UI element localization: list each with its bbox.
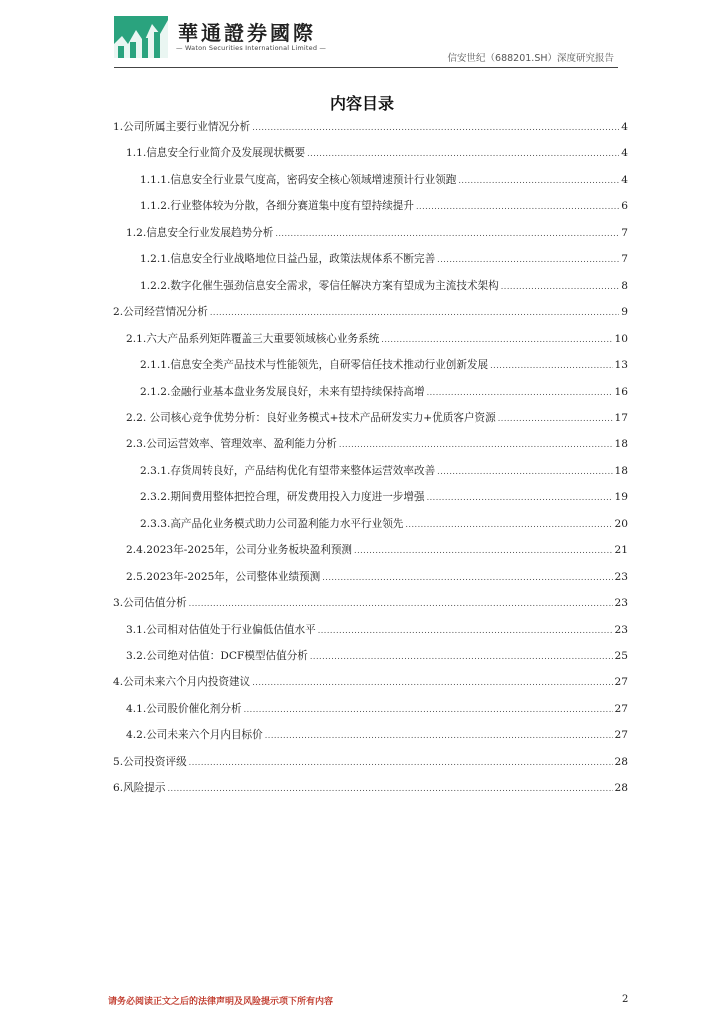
toc-entry-page: 4 (621, 121, 628, 133)
toc-entry-label: 3.2.公司绝对估值：DCF模型估值分析 (126, 650, 308, 662)
toc-entry-label: 2.2. 公司核心竞争优势分析：良好业务模式+技术产品研发实力+优质客户资源 (126, 411, 496, 424)
toc-entry-label: 1.公司所属主要行业情况分析 (113, 121, 251, 133)
toc-dot-leader (458, 176, 619, 185)
toc-entry[interactable] (126, 569, 628, 591)
toc-entry-page: 19 (614, 491, 628, 504)
toc-entry-label: 3.1.公司相对估值处于行业偏低估值水平 (126, 623, 316, 636)
toc-entry-page: 23 (614, 570, 628, 583)
toc-entry-page: 4 (621, 173, 628, 186)
toc-entry-page: 8 (621, 279, 628, 292)
toc-entry-page: 7 (621, 253, 628, 266)
toc-entry[interactable] (126, 542, 628, 564)
toc-dot-leader (381, 335, 612, 344)
toc-dot-leader (437, 467, 612, 476)
page-header (0, 0, 724, 72)
report-tag: 信安世纪（688201.SH）深度研究报告 (447, 53, 614, 64)
toc-entry-label: 4.2.公司未来六个月内目标价 (126, 729, 263, 742)
toc-dot-leader (167, 784, 612, 793)
toc-entry[interactable] (140, 251, 628, 273)
footer-disclaimer: 请务必阅读正文之后的法律声明及风险提示项下所有内容 (108, 997, 334, 1007)
toc-dot-leader (490, 361, 612, 370)
toc-dot-leader (416, 202, 619, 211)
toc-dot-leader (405, 520, 612, 529)
toc-dot-leader (265, 731, 613, 740)
toc-entry-label: 4.公司未来六个月内投资建议 (113, 676, 251, 689)
toc-entry[interactable] (126, 331, 628, 353)
toc-dot-leader (310, 652, 613, 661)
toc-dot-leader (501, 282, 620, 291)
toc-entry[interactable] (113, 119, 628, 141)
toc-entry-page: 18 (614, 438, 628, 451)
toc-entry-page: 16 (614, 385, 628, 398)
toc-entry[interactable] (113, 674, 628, 696)
toc-entry-label: 2.3.2.期间费用整体把控合理，研发费用投入力度进一步增强 (140, 491, 425, 504)
toc-entry-page: 27 (614, 729, 628, 742)
toc-entry[interactable] (126, 648, 628, 670)
toc-entry[interactable] (140, 463, 628, 485)
toc-entry[interactable] (140, 384, 628, 406)
toc-dot-leader (354, 546, 612, 555)
toc-entry-label: 1.2.2.数字化催生强劲信息安全需求，零信任解决方案有望成为主流技术架构 (140, 279, 499, 292)
toc-entry-page: 27 (614, 702, 628, 715)
toc-dot-leader (210, 308, 619, 317)
toc-entry-page: 20 (614, 517, 628, 530)
toc-entry-page: 28 (614, 782, 628, 795)
toc-entry[interactable] (126, 145, 628, 167)
toc-entry-label: 1.1.2.行业整体较为分散，各细分赛道集中度有望持续提升 (140, 200, 414, 213)
toc-entry-page: 10 (614, 332, 628, 345)
toc-entry[interactable] (126, 701, 628, 723)
toc-entry-label: 3.公司估值分析 (113, 597, 187, 610)
toc-entry[interactable] (140, 172, 628, 194)
header-divider (114, 67, 618, 68)
toc-entry[interactable] (113, 780, 628, 802)
toc-entry-label: 2.4.2023年-2025年，公司分业务板块盈利预测 (126, 544, 353, 557)
toc-entry[interactable] (140, 278, 628, 300)
toc-entry-label: 2.3.1.存货周转良好，产品结构优化有望带来整体运营效率改善 (140, 464, 436, 477)
waton-logo-icon (114, 16, 168, 58)
toc-entry-page: 25 (614, 650, 628, 662)
toc-entry-label: 5.公司投资评级 (113, 755, 187, 768)
toc-dot-leader (307, 149, 619, 158)
toc-entry-page: 7 (621, 226, 628, 239)
toc-dot-leader (322, 573, 612, 582)
toc-entry-label: 2.3.3.高产品化业务模式助力公司盈利能力水平行业领先 (140, 517, 404, 530)
toc-entry[interactable] (113, 754, 628, 776)
toc-entry-page: 28 (614, 755, 628, 768)
toc-entry-label: 1.1.1.信息安全行业景气度高，密码安全核心领域增速预计行业领跑 (140, 173, 457, 186)
toc-entry-label: 2.1.六大产品系列矩阵覆盖三大重要领域核心业务系统 (126, 332, 380, 345)
toc-entry-page: 6 (621, 200, 628, 213)
toc-dot-leader (437, 255, 619, 264)
toc-entry-page: 27 (614, 676, 628, 689)
toc-dot-leader (498, 414, 613, 423)
toc-dot-leader (427, 388, 613, 397)
toc-entry-label: 1.1.信息安全行业简介及发展现状概要 (126, 147, 306, 160)
toc-dot-leader (427, 493, 613, 502)
toc-entry-label: 1.2.信息安全行业发展趋势分析 (126, 226, 274, 239)
toc-entry[interactable] (126, 225, 628, 247)
toc-entry[interactable] (140, 516, 628, 538)
toc-entry-label: 2.1.2.金融行业基本盘业务发展良好，未来有望持续保持高增 (140, 385, 425, 398)
page-number: 2 (622, 994, 629, 1005)
toc-entry-page: 13 (614, 359, 628, 372)
toc-entry-page: 17 (614, 411, 628, 424)
toc-entry-label: 2.1.1.信息安全类产品技术与性能领先，自研零信任技术推动行业创新发展 (140, 359, 489, 372)
toc-entry[interactable] (126, 727, 628, 749)
toc-dot-leader (189, 758, 613, 767)
toc-entry-page: 23 (614, 597, 628, 610)
toc-entry-label: 2.3.公司运营效率、管理效率、盈利能力分析 (126, 438, 337, 451)
toc-entry-label: 2.公司经营情况分析 (113, 306, 208, 319)
toc-entry[interactable] (140, 198, 628, 220)
toc-dot-leader (244, 705, 613, 714)
toc-entry[interactable] (140, 357, 628, 379)
toc-entry-label: 1.2.1.信息安全行业战略地位日益凸显，政策法规体系不断完善 (140, 253, 436, 266)
toc-entry[interactable] (126, 436, 628, 458)
toc-entry-page: 23 (614, 623, 628, 636)
toc-dot-leader (189, 599, 613, 608)
toc-entry-page: 9 (621, 306, 628, 319)
toc-entry-page: 4 (621, 147, 628, 160)
toc-dot-leader (318, 626, 613, 635)
toc-dot-leader (339, 440, 613, 449)
toc-dot-leader (252, 123, 619, 132)
toc-title: 内容目录 (329, 94, 394, 113)
toc-entry[interactable] (126, 622, 628, 644)
toc-entry-label: 4.1.公司股价催化剂分析 (126, 702, 242, 715)
toc-entry[interactable] (140, 489, 628, 511)
toc-dot-leader (252, 678, 612, 687)
toc-entry-page: 18 (614, 464, 628, 477)
toc-entry-label: 2.5.2023年-2025年，公司整体业绩预测 (126, 570, 321, 583)
toc-entry[interactable] (126, 410, 628, 432)
logo-name-en: — Waton Securities International Limited — (176, 44, 327, 52)
toc-entry[interactable] (113, 595, 628, 617)
logo-name-cn: 華通證券國際 (178, 21, 316, 45)
toc-entry[interactable] (113, 304, 628, 326)
toc-entry-page: 21 (614, 544, 628, 557)
toc-entry-label: 6.风险提示 (113, 782, 166, 795)
toc-dot-leader (275, 229, 619, 238)
